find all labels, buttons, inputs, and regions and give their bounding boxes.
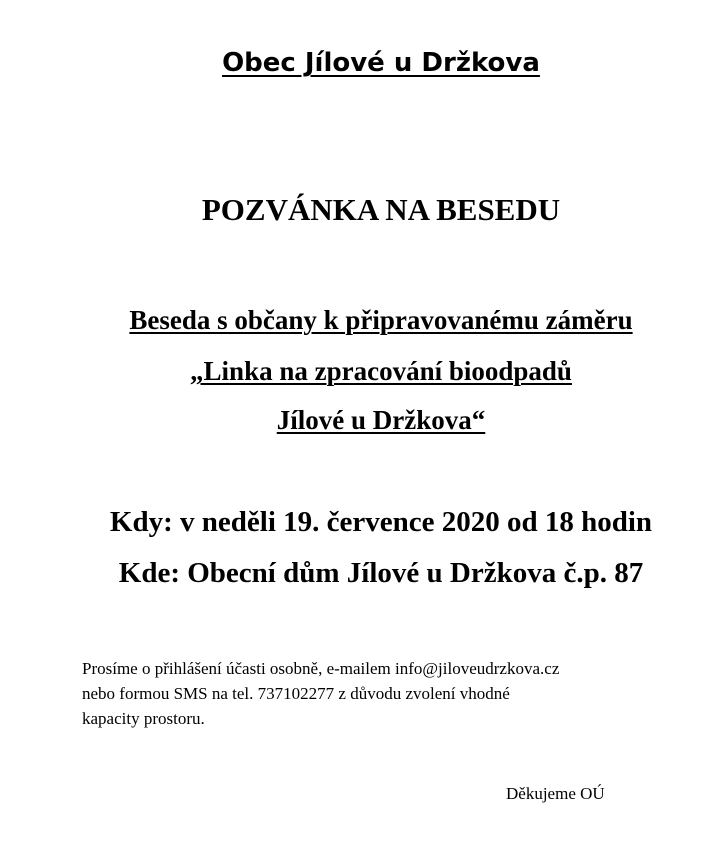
note-line-2: nebo formou SMS na tel. 737102277 z důvodu zvolení vhodné — [82, 684, 510, 703]
invitation-title: POZVÁNKA NA BESEDU — [201, 192, 561, 227]
note-line-3: kapacity prostoru. — [82, 709, 205, 728]
note-line-1: Prosíme o přihlášení účasti osobně, e-mailem info@jiloveudrzkova.cz — [82, 659, 560, 678]
registration-note — [82, 656, 692, 731]
subject-line-1: Beseda s občany k připravovanému záměru — [129, 305, 633, 335]
subject-line-3: Jílové u Držkova“ — [276, 405, 486, 435]
thanks-signature: Děkujeme OÚ — [506, 784, 605, 803]
event-where: Kde: Obecní dům Jílové u Držkova č.p. 87 — [118, 557, 644, 589]
event-when: Kdy: v neděli 19. července 2020 od 18 hodin — [109, 506, 653, 538]
subject-line-2: „Linka na zpracování bioodpadů — [190, 356, 572, 386]
municipality-heading: Obec Jílové u Držkova — [222, 48, 540, 78]
